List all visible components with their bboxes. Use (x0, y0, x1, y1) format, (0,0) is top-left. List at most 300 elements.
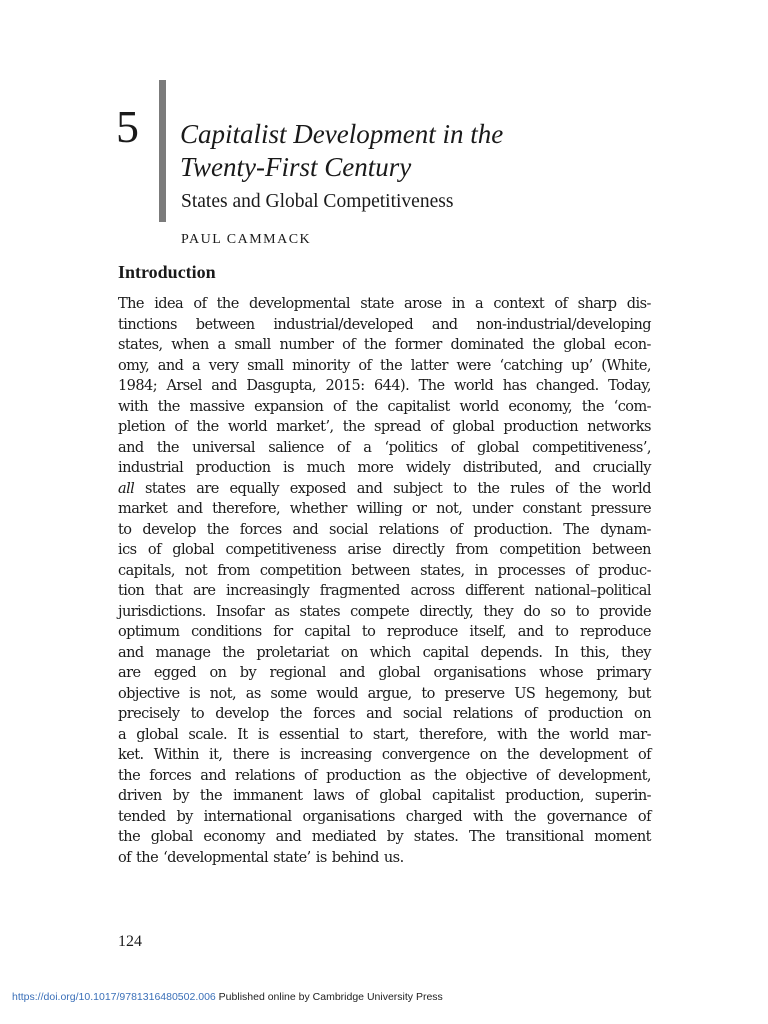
body-word: there (232, 747, 270, 763)
body-word: the (380, 357, 403, 374)
body-word: not (184, 562, 208, 579)
body-line (118, 438, 651, 459)
body-line (118, 848, 651, 869)
body-word: Today, (608, 378, 651, 394)
body-word: global (136, 726, 179, 743)
body-word: relations (235, 767, 295, 784)
body-word: across (410, 583, 455, 599)
body-word: latter (410, 357, 448, 374)
body-word: the (537, 726, 560, 743)
body-word: of (637, 747, 651, 763)
body-word: to (118, 521, 132, 538)
body-word: as (410, 767, 425, 784)
body-word: provide (599, 603, 651, 620)
body-word: are (118, 665, 141, 681)
body-word: 2015: (325, 378, 365, 394)
body-line (118, 663, 651, 684)
body-word: capitalist (432, 788, 495, 804)
body-word: US (514, 685, 536, 702)
body-word: much (306, 460, 345, 476)
body-word: national–political (534, 583, 651, 599)
body-word: which (369, 644, 411, 661)
body-line (118, 684, 651, 705)
body-word: is (257, 726, 269, 743)
body-word: and (118, 439, 144, 456)
body-word: reproduce (386, 624, 458, 640)
published-online-text: Published online by Cambridge University Press (215, 991, 443, 1003)
chapter-subtitle: States and Global Competitiveness (181, 191, 454, 212)
body-word: objective (465, 767, 527, 784)
body-word: the (578, 480, 601, 497)
body-word: is (189, 685, 201, 702)
body-word: therefore, (212, 501, 281, 517)
body-word: between (592, 542, 651, 558)
body-word: very (208, 357, 239, 374)
author-name: PAUL CAMMACK (181, 232, 312, 247)
body-line (118, 581, 651, 602)
body-word: international (203, 808, 292, 825)
body-word: economy (203, 829, 265, 845)
chapter-title-line-2: Twenty-First Century (180, 152, 412, 182)
body-word: industrial/developed (273, 316, 414, 333)
body-word: constant (522, 501, 582, 517)
body-word: of (342, 337, 356, 353)
body-line (118, 356, 651, 377)
body-word: the (118, 829, 141, 845)
body-word: driven (118, 788, 162, 804)
body-word: capital (422, 644, 469, 661)
body-word: transitional (505, 829, 584, 845)
body-word: willing (356, 501, 403, 517)
body-word: forces (313, 706, 355, 722)
body-word: of (174, 419, 188, 435)
body-word: social (329, 521, 368, 538)
body-word: industrial (118, 460, 184, 476)
body-word: therefore, (419, 726, 487, 743)
body-word: mediated (311, 829, 377, 845)
body-word: context (493, 296, 545, 312)
body-word: of (193, 296, 207, 312)
body-word: exposed (289, 480, 346, 497)
body-word: organisations (433, 665, 526, 681)
body-line (118, 417, 651, 438)
body-word: do (523, 603, 541, 620)
body-word: arose (404, 296, 442, 312)
body-word: a (363, 439, 372, 456)
body-word: essential (278, 726, 340, 743)
body-word: would (316, 685, 358, 702)
body-word: regional (269, 665, 326, 681)
chapter-number: 5 (116, 101, 139, 152)
body-word: but (628, 685, 651, 702)
body-word: between (351, 562, 411, 579)
body-word: forces (239, 521, 282, 538)
body-word: on (479, 747, 497, 763)
body-word: crucially (592, 460, 651, 476)
body-word: In (554, 644, 569, 661)
body-word: world (227, 419, 268, 435)
body-word: state’ (273, 849, 311, 866)
body-word: on (634, 706, 651, 722)
body-word: reproduce (580, 624, 651, 640)
body-word: world (454, 378, 494, 394)
body-word: proletariat (256, 644, 329, 661)
body-line (118, 315, 651, 336)
body-word: us. (383, 849, 404, 866)
body-word: production (503, 419, 579, 435)
body-word: all (118, 480, 135, 497)
body-word: equally (229, 480, 279, 497)
body-word: expansion (254, 398, 324, 415)
body-word: egged (153, 665, 197, 681)
body-word: to (421, 685, 435, 702)
body-word: in (474, 562, 488, 579)
body-word: changed. (535, 378, 599, 394)
body-word: Within (153, 747, 199, 763)
body-word: they (621, 644, 651, 661)
body-word: the (216, 296, 239, 312)
body-word: this, (580, 644, 610, 661)
body-word: idea (154, 296, 184, 312)
body-word: to (361, 624, 376, 640)
body-word: global (379, 788, 422, 804)
body-word: the (199, 788, 223, 804)
body-word: number (279, 337, 334, 353)
body-word: are (196, 480, 219, 497)
body-word: has (502, 378, 527, 394)
body-word: the (156, 439, 179, 456)
body-word: world (611, 480, 651, 497)
body-word: and (157, 357, 184, 374)
body-line (118, 786, 651, 807)
body-word: states (299, 603, 341, 620)
body-word: superin- (594, 788, 651, 804)
body-word: a (217, 337, 226, 353)
body-word: compete (350, 603, 410, 620)
body-word: the (206, 521, 229, 538)
body-word: develop (142, 521, 196, 538)
body-word: ics (118, 542, 137, 558)
body-word: not, (436, 501, 463, 517)
body-word: of (555, 480, 569, 497)
body-word: mar- (618, 726, 651, 743)
chapter-title (180, 118, 503, 184)
body-word: and (275, 829, 302, 845)
body-word: up’ (571, 357, 593, 374)
body-word: global (452, 419, 495, 435)
body-word: produc- (598, 562, 651, 579)
body-word: is (279, 747, 291, 763)
body-word: laws (313, 788, 345, 804)
body-word: small (234, 337, 271, 353)
body-word: dominated (450, 337, 524, 353)
body-word: production (548, 706, 623, 722)
body-word: tended (118, 808, 166, 825)
body-word: The (418, 378, 445, 394)
body-word: depends. (480, 644, 543, 661)
body-word: more (357, 460, 394, 476)
body-word: the (477, 480, 500, 497)
body-line (118, 704, 651, 725)
body-word: and (431, 316, 458, 333)
body-line (118, 376, 651, 397)
body-word: distributed, (462, 460, 542, 476)
chapter-divider-bar (159, 80, 166, 222)
body-word: the (136, 849, 159, 866)
body-word: competitiveness (225, 542, 337, 558)
body-word: of (337, 439, 350, 456)
body-line (118, 745, 651, 766)
body-word: states (145, 480, 186, 497)
body-word: of (355, 788, 369, 804)
body-word: by (176, 808, 193, 825)
body-word: states. (413, 829, 459, 845)
body-word: the (355, 398, 378, 415)
body-word: is (315, 849, 327, 866)
body-word: for (273, 624, 293, 640)
body-word: salience (268, 439, 324, 456)
body-word: hegemony, (544, 685, 619, 702)
body-word: omy, (118, 357, 150, 374)
body-word: states, (420, 562, 465, 579)
body-word: universal (192, 439, 255, 456)
body-line (118, 335, 651, 356)
body-word: the (279, 706, 302, 722)
body-word: of (304, 767, 317, 784)
body-word: so (550, 603, 566, 620)
body-line (118, 827, 651, 848)
body-word: world (459, 398, 499, 415)
section-heading: Introduction (118, 262, 216, 282)
body-word: tinctions (118, 316, 177, 333)
body-word: development, (558, 767, 651, 784)
body-word: with (472, 808, 503, 825)
body-word: production, (505, 788, 584, 804)
body-word: of (449, 521, 463, 538)
body-word: Dasgupta, (246, 378, 317, 394)
body-word: The (118, 296, 144, 312)
body-word: not, (209, 685, 237, 702)
body-word: that (154, 583, 183, 599)
body-word: tion (118, 583, 145, 599)
footer (12, 990, 443, 1004)
body-word: a (475, 296, 484, 312)
body-word: sharp (577, 296, 617, 312)
body-word: competition (499, 542, 581, 558)
body-word: they (483, 603, 514, 620)
body-word: global (150, 829, 193, 845)
body-line (118, 458, 651, 479)
body-word: to (453, 480, 467, 497)
body-word: Arsel (166, 378, 202, 394)
body-word: develop (215, 706, 269, 722)
body-word: fragmented (319, 583, 400, 599)
body-word: market (118, 501, 168, 517)
body-line (118, 540, 651, 561)
body-word: The (468, 829, 495, 845)
body-word: the (196, 419, 219, 435)
body-word: and (292, 521, 319, 538)
body-word: networks (587, 419, 651, 435)
body-word: charged (405, 808, 463, 825)
body-word: directly, (419, 603, 474, 620)
body-word: to (575, 603, 590, 620)
body-word: minority (292, 357, 350, 374)
body-word: econ- (613, 337, 651, 353)
body-word: to (349, 726, 363, 743)
body-word: or (411, 501, 427, 517)
body-word: subject (393, 480, 443, 497)
body-word: the (118, 767, 141, 784)
body-word: some (270, 685, 307, 702)
body-line (118, 643, 651, 664)
chapter-title-line-1: Capitalist Development in the (180, 119, 504, 149)
body-word: of (430, 419, 444, 435)
body-line (118, 397, 651, 418)
body-word: capital (304, 624, 351, 640)
body-word: market’, (276, 419, 334, 435)
body-word: competition (259, 562, 342, 579)
body-word: global (378, 665, 421, 681)
body-word: capitals, (118, 562, 175, 579)
body-line (118, 725, 651, 746)
body-word: by (172, 788, 189, 804)
body-word: under (472, 501, 513, 517)
body-word: of (450, 439, 464, 456)
body-word: and (118, 644, 144, 661)
body-word: with (118, 398, 149, 415)
body-word: on (340, 644, 358, 661)
body-word: 644). (373, 378, 410, 394)
body-word: of (333, 398, 347, 415)
body-word: spread (374, 419, 421, 435)
doi-link[interactable]: https://doi.org/10.1017/9781316480502.006 (12, 991, 216, 1003)
body-word: economy, (508, 398, 573, 415)
body-word: as (245, 685, 261, 702)
body-word: objective (118, 685, 180, 702)
body-word: different (465, 583, 525, 599)
body-word: from (217, 562, 250, 579)
body-line (118, 479, 651, 500)
body-word: optimum (118, 624, 180, 640)
body-word: start, (372, 726, 409, 743)
body-word: immanent (232, 788, 303, 804)
body-word: whether (289, 501, 347, 517)
body-word: the (513, 808, 536, 825)
body-word: precisely (118, 706, 180, 722)
body-word: a (118, 726, 127, 743)
body-word: whose (539, 665, 584, 681)
body-word: primary (596, 665, 651, 681)
body-word: capitalist (387, 398, 450, 415)
body-word: increasing (300, 747, 372, 763)
body-word: pletion (118, 419, 166, 435)
body-word: the (506, 747, 529, 763)
body-word: the (342, 419, 365, 435)
body-word: and (366, 706, 392, 722)
body-word: the (363, 337, 387, 353)
body-line (118, 520, 651, 541)
body-word: global (476, 439, 519, 456)
body-word: on (209, 665, 227, 681)
body-word: arise (347, 542, 382, 558)
body-word: of (637, 808, 651, 825)
body-word: between (195, 316, 255, 333)
body-word: of (575, 562, 589, 579)
body-word: forces (149, 767, 192, 784)
body-word: and (554, 460, 581, 476)
body-word: world (569, 726, 609, 743)
body-word: developmental (249, 296, 350, 312)
body-word: It (237, 726, 248, 743)
body-line (118, 561, 651, 582)
body-word: organisations (302, 808, 395, 825)
body-word: massive (189, 398, 245, 415)
body-word: of (554, 296, 568, 312)
body-word: relations (378, 521, 439, 538)
body-word: moment (594, 829, 651, 845)
body-line (118, 766, 651, 787)
body-word: itself, (469, 624, 507, 640)
body-word: to (190, 706, 205, 722)
body-word: to (554, 624, 569, 640)
body-word: ‘politics (384, 439, 438, 456)
body-word: governance (546, 808, 628, 825)
body-word: by (239, 665, 257, 681)
body-word: jurisdictions. (118, 603, 206, 620)
body-word: 1984; (118, 378, 158, 394)
body-word: and (200, 767, 226, 784)
body-word: the (532, 337, 555, 353)
body-word: were (456, 357, 491, 374)
body-word: manage (155, 644, 211, 661)
body-word: is (283, 460, 295, 476)
body-word: dynam- (600, 521, 651, 538)
body-word: of (523, 706, 537, 722)
body-word: pressure (590, 501, 651, 517)
body-word: with (497, 726, 528, 743)
body-word: social (402, 706, 442, 722)
body-line (118, 622, 651, 643)
body-word: conditions (191, 624, 262, 640)
body-word: global (172, 542, 215, 558)
body-word: competitiveness’, (532, 439, 651, 456)
body-line (118, 499, 651, 520)
body-line (118, 807, 651, 828)
body-paragraph (118, 294, 651, 868)
body-word: ‘catching (499, 357, 563, 374)
body-word: production. (473, 521, 553, 538)
body-word: processes (497, 562, 566, 579)
body-word: the (581, 398, 604, 415)
body-word: rules (510, 480, 545, 497)
body-word: the (157, 398, 180, 415)
body-word: states, (118, 337, 163, 353)
body-word: production (326, 767, 401, 784)
body-word: global (563, 337, 606, 353)
body-word: as (274, 603, 290, 620)
body-word: are (192, 583, 216, 599)
body-word: argue, (367, 685, 412, 702)
body-line (118, 294, 651, 315)
body-word: ‘com- (613, 398, 651, 415)
page-number: 124 (118, 933, 142, 950)
body-word: relations (453, 706, 513, 722)
body-word: widely (405, 460, 451, 476)
body-word: directly (392, 542, 445, 558)
body-word: from (455, 542, 489, 558)
body-word: scale. (188, 726, 228, 743)
